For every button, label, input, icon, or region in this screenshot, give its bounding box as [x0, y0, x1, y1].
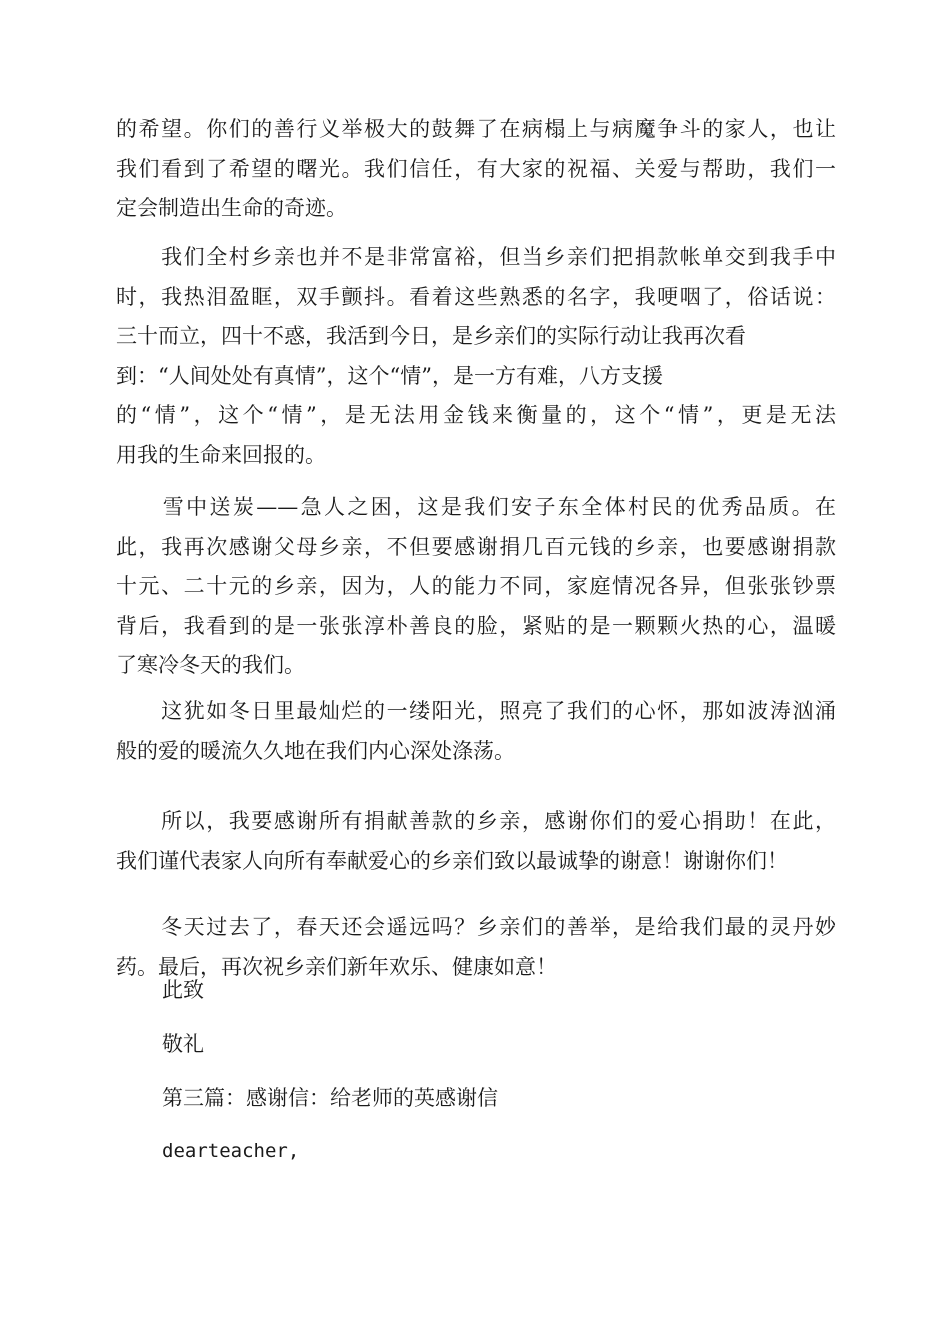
paragraph-line: 此，我再次感谢父母乡亲，不但要感谢捐几百元钱的乡亲，也要感谢捐款 — [116, 534, 836, 559]
paragraph-line: 了寒冷冬天的我们。 — [116, 653, 305, 677]
paragraph-line: 背后，我看到的是一张张淳朴善良的脸，紧贴的是一颗颗火热的心，温暖 — [116, 613, 836, 638]
paragraph-line: 我们谨代表家人向所有奉献爱心的乡亲们致以最诚挚的谢意！谢谢你们！ — [116, 848, 788, 873]
paragraph-3 — [116, 488, 836, 686]
paragraph-line: 三十而立，四十不惑，我活到今日，是乡亲们的实际行动让我再次看 — [116, 324, 746, 348]
paragraph-line: 的希望。你们的善行义举极大的鼓舞了在病榻上与病魔争斗的家人，也让 — [116, 117, 836, 141]
closing-regards: 敬礼 — [162, 1032, 204, 1056]
english-greeting: dearteacher, — [162, 1140, 300, 1162]
paragraph-line: 用我的生命来回报的。 — [116, 442, 326, 467]
paragraph-line: 冬天过去了，春天还会遥远吗？乡亲们的善举，是给我们最的灵丹妙 — [116, 915, 836, 939]
section-title: 第三篇：感谢信：给老师的英感谢信 — [162, 1086, 498, 1110]
paragraph-line: 般的爱的暖流久久地在我们内心深处涤荡。 — [116, 738, 515, 763]
paragraph-4 — [116, 692, 836, 771]
paragraph-line: 我们看到了希望的曙光。我们信任，有大家的祝福、关爱与帮助，我们一 — [116, 156, 836, 181]
paragraph-line: 到：“人间处处有真情”，这个“情”，是一方有难，八方支援 — [116, 363, 663, 388]
paragraph-line: 的“情”，这个“情”，是无法用金钱来衡量的，这个“情”，更是无法 — [116, 403, 836, 427]
paragraph-line: 我们全村乡亲也并不是非常富裕，但当乡亲们把捐款帐单交到我手中 — [116, 245, 836, 269]
paragraph-5 — [116, 802, 836, 881]
paragraph-line: 时，我热泪盈眶，双手颤抖。看着这些熟悉的名字，我哽咽了，俗话说： — [116, 284, 836, 309]
paragraph-2 — [116, 238, 836, 475]
paragraph-line: 这犹如冬日里最灿烂的一缕阳光，照亮了我们的心怀，那如波涛汹涌 — [116, 699, 836, 723]
paragraph-6 — [116, 908, 836, 987]
paragraph-1 — [116, 110, 836, 229]
closing-salutation: 此致 — [162, 978, 204, 1002]
paragraph-line: 药。最后，再次祝乡亲们新年欢乐、健康如意！ — [116, 954, 557, 979]
paragraph-line: 所以，我要感谢所有捐献善款的乡亲，感谢你们的爱心捐助！在此， — [116, 809, 836, 833]
paragraph-line: 雪中送炭——急人之困，这是我们安子东全体村民的优秀品质。在 — [116, 495, 836, 519]
paragraph-line: 十元、二十元的乡亲，因为，人的能力不同，家庭情况各异，但张张钞票 — [116, 574, 836, 598]
paragraph-line: 定会制造出生命的奇迹。 — [116, 196, 347, 220]
